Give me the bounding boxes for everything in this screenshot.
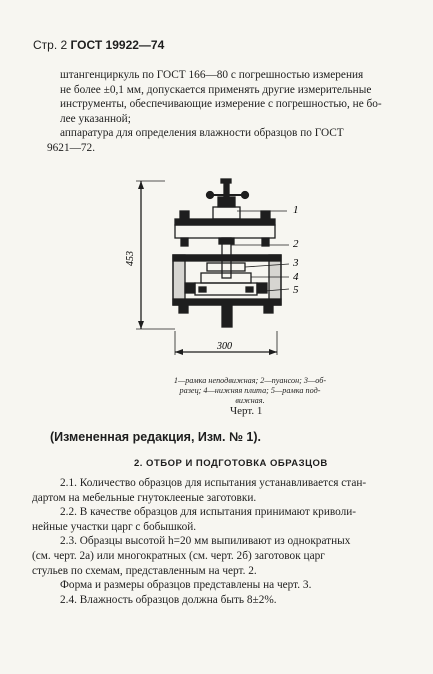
section-body [32,476,412,607]
section-title: 2. ОТБОР И ПОДГОТОВКА ОБРАЗЦОВ [134,458,328,469]
callout-2: 2 [293,238,299,250]
callout-3: 3 [293,257,299,269]
para-line: 2.4. Влажность образцов должна быть 8±2%. [60,593,277,606]
page-label: Стр. 2 [33,38,68,52]
revision-note: (Измененная редакция, Изм. № 1). [50,430,261,444]
para-line: 2.1. Количество образцов для испытания устанавливается стан- [60,477,367,489]
callout-5: 5 [293,284,299,296]
page-header [33,38,164,52]
intro-text [47,68,412,156]
para-line: 2.3. Образцы высотой h=20 мм выпиливают из однократных [60,535,351,548]
intro-line: аппаратура для определения влажности образцов по ГОСТ [60,127,344,140]
callout-1: 1 [293,204,299,216]
apparatus-drawing [125,165,335,375]
standard-number: ГОСТ 19922—74 [70,38,165,52]
caption-line: вижная. [235,396,265,405]
callout-4: 4 [293,271,299,283]
para-line: 2.2. В качестве образцов для испытания принимают криволи- [60,506,357,519]
para-line: (см. черт. 2а) или многократных (см. черт. 2б) заготовок царг [32,549,325,562]
figure-label: Черт. 1 [230,405,263,417]
intro-line: 9621—72. [47,141,96,154]
intro-line: лее указанной; [60,112,131,125]
intro-line: штангенциркуль по ГОСТ 166—80 с погрешностью измерения [60,69,364,81]
caption-line: разец; 4—нижняя плита; 5—рамка под- [179,386,321,395]
dim-height-label: 453 [125,251,136,266]
para-line: дартом на мебельные гнутоклееные заготовки. [32,491,257,504]
para-line: нейные участки царг с бобышкой. [32,520,197,533]
figure-caption [150,376,350,406]
para-line: Форма и размеры образцов представлены на черт. 3. [60,579,312,592]
caption-line: 1—рамка неподвижная; 2—пуансон; 3—об- [173,376,327,385]
intro-line: не более ±0,1 мм, допускается применять другие измерительные [60,83,372,96]
intro-line: инструменты, обеспечивающие измерение с погрешностью, не бо- [60,98,382,111]
dim-width-label: 300 [217,341,232,352]
para-line: стульев по схемам, представленным на черт. 2. [32,564,257,577]
